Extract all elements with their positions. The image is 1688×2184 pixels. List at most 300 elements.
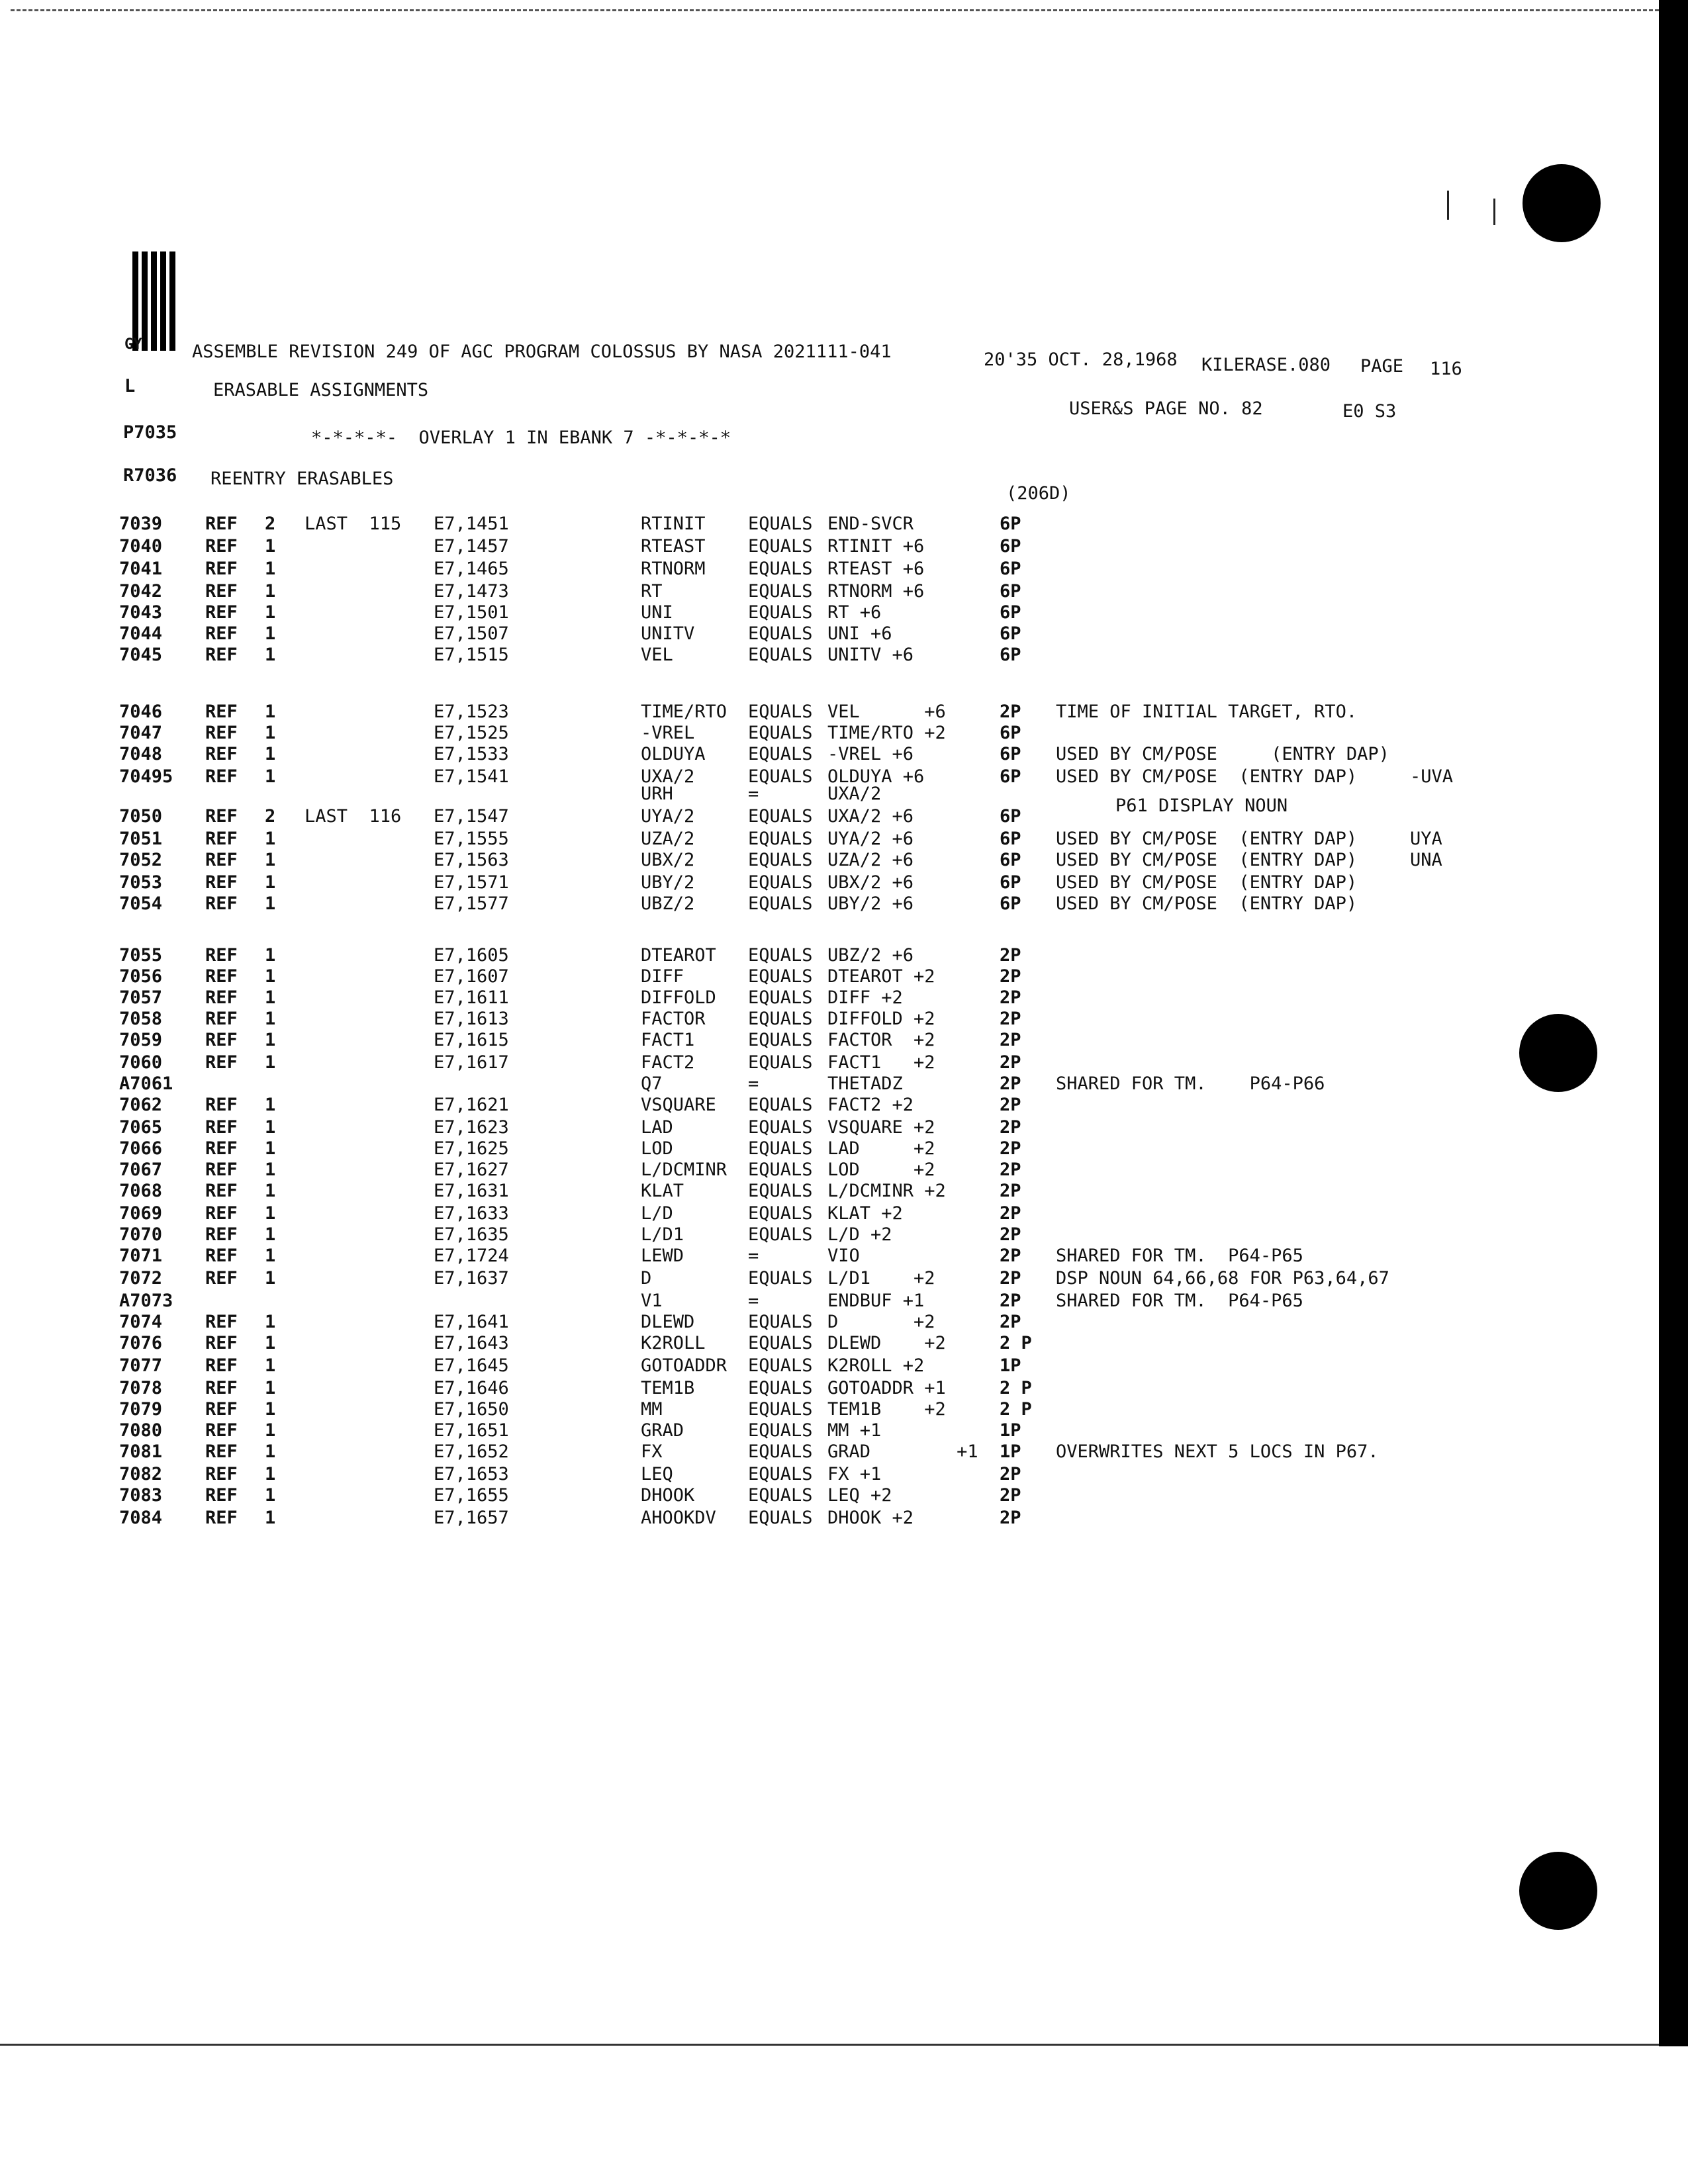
row-arg: VSQUARE +2 [827, 1117, 935, 1138]
listing-row [0, 874, 1688, 895]
row-ref: REF [205, 1030, 238, 1050]
punch-hole-top [1523, 164, 1601, 242]
row-id: A7073 [119, 1291, 173, 1311]
row-addr: E7,1652 [434, 1441, 509, 1462]
listing-row [0, 703, 1688, 724]
row-ref: REF [205, 850, 238, 870]
row-addr: E7,1501 [434, 602, 509, 623]
listing-row [0, 1054, 1688, 1075]
row-id: 7042 [119, 581, 163, 602]
row-name: DTEAROT [641, 945, 716, 966]
row-arg: L/DCMINR +2 [827, 1181, 946, 1201]
row-name: RTNORM [641, 559, 706, 579]
row-ref: REF [205, 1160, 238, 1180]
punch-hole-bottom [1519, 1852, 1597, 1930]
margin-mark [1447, 191, 1449, 220]
row-id: 7052 [119, 850, 163, 870]
row-id: 7077 [119, 1355, 163, 1376]
row-arg: FACT1 +2 [827, 1052, 935, 1073]
listing-row [0, 1400, 1688, 1422]
row-op: EQUALS [748, 1508, 813, 1528]
listing-row [0, 745, 1688, 766]
row-sz: 1P [1000, 1420, 1021, 1441]
row-arg: VIO [827, 1246, 860, 1266]
row-cnt: 1 [265, 1355, 276, 1376]
row-id: 7072 [119, 1268, 163, 1289]
row-sz: 2P [1000, 1246, 1021, 1266]
row-op: EQUALS [748, 744, 813, 764]
row-arg: FACTOR +2 [827, 1030, 935, 1050]
row-ref: REF [205, 966, 238, 987]
row-addr: E7,1541 [434, 766, 509, 787]
row-id: 7054 [119, 893, 163, 914]
row-sz: 2P [1000, 1485, 1021, 1506]
row-arg: MM +1 [827, 1420, 882, 1441]
row-sz: 2P [1000, 1117, 1021, 1138]
row-id: 7067 [119, 1160, 163, 1180]
row-name: UYA/2 [641, 806, 695, 827]
row-id: 7080 [119, 1420, 163, 1441]
listing-row [0, 625, 1688, 646]
row-id: 7051 [119, 829, 163, 849]
row-arg: K2ROLL +2 [827, 1355, 925, 1376]
row-ref: REF [205, 536, 238, 557]
row-addr: E7,1650 [434, 1399, 509, 1420]
row-addr: E7,1611 [434, 987, 509, 1008]
row-id: 7069 [119, 1203, 163, 1224]
row-cnt: 1 [265, 1378, 276, 1398]
row-ref: REF [205, 893, 238, 914]
row-ref: REF [205, 1355, 238, 1376]
row-name: UBZ/2 [641, 893, 695, 914]
row-sz: 6P [1000, 829, 1021, 849]
row-ref: REF [205, 702, 238, 722]
listing-row [0, 1334, 1688, 1355]
row-name: GOTOADDR [641, 1355, 727, 1376]
row-sz: 2P [1000, 1095, 1021, 1115]
row-sz: 6P [1000, 723, 1021, 743]
row-name: K2ROLL [641, 1333, 706, 1353]
row-name: FACT2 [641, 1052, 695, 1073]
row-ref: REF [205, 723, 238, 743]
listing-row [0, 1486, 1688, 1508]
section-letter: L [124, 376, 136, 396]
row-arg: UXA/2 +6 [827, 806, 914, 827]
row-last: LAST 116 [305, 806, 402, 827]
row-op: EQUALS [748, 872, 813, 893]
row-cmt: DSP NOUN 64,66,68 FOR P63,64,67 [1056, 1268, 1389, 1289]
row-arg: RTINIT +6 [827, 536, 925, 557]
row-arg: LAD +2 [827, 1138, 935, 1159]
row-addr: E7,1635 [434, 1224, 509, 1245]
row-name: DIFF [641, 966, 684, 987]
listing-row [0, 1443, 1688, 1464]
row-cnt: 1 [265, 645, 276, 665]
row-arg: LOD +2 [827, 1160, 935, 1180]
row-op: EQUALS [748, 1485, 813, 1506]
row-cnt: 1 [265, 1268, 276, 1289]
row-addr: E7,1645 [434, 1355, 509, 1376]
row-name: UBX/2 [641, 850, 695, 870]
listing-row [0, 830, 1688, 851]
row-cnt: 2 [265, 514, 276, 534]
row-op: = [748, 784, 759, 804]
row-ref: REF [205, 1095, 238, 1115]
row-last: LAST 115 [305, 514, 402, 534]
row-op: = [748, 1291, 759, 1311]
header-mark: GY [124, 336, 142, 353]
row-op: EQUALS [748, 645, 813, 665]
row-op: = [748, 1073, 759, 1094]
row-cnt: 1 [265, 1224, 276, 1245]
row-ref: REF [205, 987, 238, 1008]
row-arg: DLEWD +2 [827, 1333, 946, 1353]
row-sz: 6P [1000, 893, 1021, 914]
row-id: 7071 [119, 1246, 163, 1266]
row-ref: REF [205, 1312, 238, 1332]
row-id: 7059 [119, 1030, 163, 1050]
row-cmt: OVERWRITES NEXT 5 LOCS IN P67. [1056, 1441, 1379, 1462]
row-name: UZA/2 [641, 829, 695, 849]
row-id: 7045 [119, 645, 163, 665]
reentry-title: REENTRY ERASABLES [211, 469, 394, 489]
row-sz: 2P [1000, 966, 1021, 987]
row-op: EQUALS [748, 987, 813, 1008]
row-name: DLEWD [641, 1312, 695, 1332]
row-arg: UZA/2 +6 [827, 850, 914, 870]
row-op: EQUALS [748, 1224, 813, 1245]
listing-row [0, 851, 1688, 872]
row-addr: E7,1577 [434, 893, 509, 914]
row-id: 7070 [119, 1224, 163, 1245]
row-op: EQUALS [748, 829, 813, 849]
row-cnt: 1 [265, 536, 276, 557]
listing-row [0, 807, 1688, 829]
row-name: FX [641, 1441, 663, 1462]
row-sz: 6P [1000, 581, 1021, 602]
row-op: EQUALS [748, 623, 813, 644]
overlay-banner: *-*-*-*- OVERLAY 1 IN EBANK 7 -*-*-*-* [311, 428, 731, 448]
row-arg: UBX/2 +6 [827, 872, 914, 893]
row-sz: 6P [1000, 850, 1021, 870]
row-addr: E7,1621 [434, 1095, 509, 1115]
row-name: DIFFOLD [641, 987, 716, 1008]
reentry-id: R7036 [123, 465, 177, 486]
row-id: 7053 [119, 872, 163, 893]
row-ref: REF [205, 872, 238, 893]
row-name: UNI [641, 602, 673, 623]
row-id: 7083 [119, 1485, 163, 1506]
overlay-id: P7035 [123, 422, 177, 443]
row-addr: E7,1653 [434, 1464, 509, 1484]
row-op: EQUALS [748, 766, 813, 787]
row-op: EQUALS [748, 1355, 813, 1376]
row-sz: 2P [1000, 987, 1021, 1008]
row-arg: KLAT +2 [827, 1203, 903, 1224]
row-name: LAD [641, 1117, 673, 1138]
row-addr: E7,1627 [434, 1160, 509, 1180]
row-addr: E7,1615 [434, 1030, 509, 1050]
row-cnt: 1 [265, 766, 276, 787]
listing-row [0, 1247, 1688, 1268]
row-id: 7057 [119, 987, 163, 1008]
row-cnt: 1 [265, 1117, 276, 1138]
row-id: 7043 [119, 602, 163, 623]
listing-row [0, 785, 1688, 806]
row-arg: LEQ +2 [827, 1485, 892, 1506]
row-cnt: 1 [265, 1312, 276, 1332]
row-addr: E7,1643 [434, 1333, 509, 1353]
row-op: EQUALS [748, 1160, 813, 1180]
row-op: EQUALS [748, 1030, 813, 1050]
row-ref: REF [205, 1224, 238, 1245]
row-ref: REF [205, 514, 238, 534]
row-sz: 2 P [1000, 1378, 1032, 1398]
row-name: LOD [641, 1138, 673, 1159]
row-addr: E7,1625 [434, 1138, 509, 1159]
row-ref: REF [205, 1485, 238, 1506]
row-op: EQUALS [748, 702, 813, 722]
row-arg: UNITV +6 [827, 645, 914, 665]
row-cnt: 1 [265, 1464, 276, 1484]
row-op: EQUALS [748, 1378, 813, 1398]
row-name: L/D [641, 1203, 673, 1224]
row-cnt: 1 [265, 1138, 276, 1159]
row-cnt: 1 [265, 872, 276, 893]
row-cmt: TIME OF INITIAL TARGET, RTO. [1056, 702, 1358, 722]
row-id: 7048 [119, 744, 163, 764]
row-cnt: 1 [265, 1095, 276, 1115]
row-arg: THETADZ [827, 1073, 903, 1094]
row-ref: REF [205, 1009, 238, 1029]
row-op: EQUALS [748, 602, 813, 623]
row-cnt: 1 [265, 1030, 276, 1050]
row-op: EQUALS [748, 1441, 813, 1462]
row-op: EQUALS [748, 850, 813, 870]
row-sz: 6P [1000, 536, 1021, 557]
row-addr: E7,1613 [434, 1009, 509, 1029]
listing-row [0, 560, 1688, 581]
reentry-tag: (206D) [1006, 483, 1071, 504]
row-ref: REF [205, 1441, 238, 1462]
row-op: EQUALS [748, 1420, 813, 1441]
user-page: USER&S PAGE NO. 82 [1069, 398, 1263, 419]
row-cnt: 1 [265, 1203, 276, 1224]
row-arg: L/D1 +2 [827, 1268, 935, 1289]
row-op: EQUALS [748, 1333, 813, 1353]
row-addr: E7,1623 [434, 1117, 509, 1138]
row-op: EQUALS [748, 536, 813, 557]
row-cnt: 2 [265, 806, 276, 827]
row-name: VSQUARE [641, 1095, 716, 1115]
row-name: RT [641, 581, 663, 602]
row-op: EQUALS [748, 1117, 813, 1138]
row-arg: UXA/2 [827, 784, 882, 804]
row-sz: 2P [1000, 1160, 1021, 1180]
row-id: 7044 [119, 623, 163, 644]
row-arg: VEL +6 [827, 702, 946, 722]
listing-row [0, 895, 1688, 916]
row-ref: REF [205, 1117, 238, 1138]
row-sz: 2 P [1000, 1333, 1032, 1353]
row-addr: E7,1451 [434, 514, 509, 534]
row-name: GRAD [641, 1420, 684, 1441]
row-cmt: USED BY CM/POSE (ENTRY DAP) [1056, 872, 1358, 893]
listing-row [0, 1140, 1688, 1161]
row-ref: REF [205, 1420, 238, 1441]
row-ref: REF [205, 1181, 238, 1201]
listing-row [0, 1292, 1688, 1313]
listing-row [0, 1422, 1688, 1443]
row-name: MM [641, 1399, 663, 1420]
row-cnt: 1 [265, 829, 276, 849]
row-name: AHOOKDV [641, 1508, 716, 1528]
row-arg: UNI +6 [827, 623, 892, 644]
row-id: 7041 [119, 559, 163, 579]
row-sz: 1P [1000, 1441, 1021, 1462]
row-ref: REF [205, 559, 238, 579]
row-ref: REF [205, 1378, 238, 1398]
row-ref: REF [205, 1508, 238, 1528]
row-arg: TEM1B +2 [827, 1399, 946, 1420]
row-sz: 2P [1000, 1138, 1021, 1159]
row-name: L/D1 [641, 1224, 684, 1245]
listing-row [0, 1075, 1688, 1096]
page-bottom-edge [0, 2044, 1659, 2046]
row-name: RTINIT [641, 514, 706, 534]
row-name: UXA/2 [641, 766, 695, 787]
row-cmt: SHARED FOR TM. P64-P66 [1056, 1073, 1325, 1094]
row-arg: OLDUYA +6 [827, 766, 925, 787]
row-arg: GRAD +1 [827, 1441, 978, 1462]
row-name: LEQ [641, 1464, 673, 1484]
header-file: KILERASE.080 [1201, 355, 1331, 375]
row-ref: REF [205, 1268, 238, 1289]
row-sz: 1P [1000, 1355, 1021, 1376]
row-name: URH [641, 784, 673, 804]
row-name: Q7 [641, 1073, 663, 1094]
row-name: RTEAST [641, 536, 706, 557]
row-id: 7062 [119, 1095, 163, 1115]
row-arg: DIFFOLD +2 [827, 1009, 935, 1029]
row-sz: 2P [1000, 1073, 1021, 1094]
row-sz: 2P [1000, 1464, 1021, 1484]
row-addr: E7,1473 [434, 581, 509, 602]
row-addr: E7,1507 [434, 623, 509, 644]
row-arg: UBY/2 +6 [827, 893, 914, 914]
row-addr: E7,1641 [434, 1312, 509, 1332]
listing-row [0, 1509, 1688, 1530]
row-ref: REF [205, 1138, 238, 1159]
row-sz: 6P [1000, 766, 1021, 787]
row-op: EQUALS [748, 1399, 813, 1420]
row-addr: E7,1724 [434, 1246, 509, 1266]
row-addr: E7,1657 [434, 1508, 509, 1528]
row-ref: REF [205, 581, 238, 602]
row-cmt: SHARED FOR TM. P64-P65 [1056, 1291, 1303, 1311]
row-addr: E7,1555 [434, 829, 509, 849]
row-sz: 6P [1000, 623, 1021, 644]
row-cnt: 1 [265, 1508, 276, 1528]
row-name: UNITV [641, 623, 695, 644]
header-title: ASSEMBLE REVISION 249 OF AGC PROGRAM COLOSSUS BY NASA 2021111-041 [192, 341, 892, 362]
row-sz: 2P [1000, 1009, 1021, 1029]
row-name: FACT1 [641, 1030, 695, 1050]
row-name: VEL [641, 645, 673, 665]
row-sz: 2P [1000, 1052, 1021, 1073]
row-id: 7079 [119, 1399, 163, 1420]
row-cnt: 1 [265, 893, 276, 914]
row-id: 7060 [119, 1052, 163, 1073]
row-name: TEM1B [641, 1378, 695, 1398]
row-cnt: 1 [265, 1333, 276, 1353]
row-cnt: 1 [265, 987, 276, 1008]
listing-row [0, 604, 1688, 625]
row-cnt: 1 [265, 1246, 276, 1266]
listing-row [0, 1205, 1688, 1226]
row-cnt: 1 [265, 559, 276, 579]
row-ref: REF [205, 1464, 238, 1484]
row-op: EQUALS [748, 1138, 813, 1159]
row-ref: REF [205, 806, 238, 827]
row-ref: REF [205, 945, 238, 966]
row-op: EQUALS [748, 1009, 813, 1029]
row-op: EQUALS [748, 1052, 813, 1073]
row-sz: 2P [1000, 945, 1021, 966]
listing-row [0, 1465, 1688, 1486]
row-ref: REF [205, 1246, 238, 1266]
row-arg: UBZ/2 +6 [827, 945, 914, 966]
row-sz: 6P [1000, 806, 1021, 827]
top-perforation [11, 9, 1659, 11]
row-addr: E7,1633 [434, 1203, 509, 1224]
row-name: FACTOR [641, 1009, 706, 1029]
row-cnt: 1 [265, 623, 276, 644]
row-op: EQUALS [748, 581, 813, 602]
listing-row [0, 1379, 1688, 1400]
row-sz: 6P [1000, 514, 1021, 534]
row-arg: RT +6 [827, 602, 882, 623]
row-addr: E7,1637 [434, 1268, 509, 1289]
row-cmt: USED BY CM/POSE (ENTRY DAP) [1056, 893, 1358, 914]
row-cnt: 1 [265, 744, 276, 764]
row-op: EQUALS [748, 945, 813, 966]
row-name: KLAT [641, 1181, 684, 1201]
row-sz: 2P [1000, 702, 1021, 722]
row-sz: 2P [1000, 1268, 1021, 1289]
row-addr: E7,1515 [434, 645, 509, 665]
row-arg: DHOOK +2 [827, 1508, 914, 1528]
row-op: EQUALS [748, 1312, 813, 1332]
row-id: 70495 [119, 766, 173, 787]
row-arg: -VREL +6 [827, 744, 914, 764]
row-cmt: USED BY CM/POSE (ENTRY DAP) [1056, 766, 1358, 787]
row-ref: REF [205, 1333, 238, 1353]
row-arg: D +2 [827, 1312, 935, 1332]
row-arg: DIFF +2 [827, 987, 903, 1008]
row-addr: E7,1457 [434, 536, 509, 557]
row-arg: L/D +2 [827, 1224, 892, 1245]
row-id: 7039 [119, 514, 163, 534]
row-cnt: 1 [265, 723, 276, 743]
row-cnt: 1 [265, 602, 276, 623]
row-tag: UYA [1410, 829, 1442, 849]
listing-row [0, 946, 1688, 968]
listing-row [0, 515, 1688, 536]
row-op: EQUALS [748, 514, 813, 534]
row-addr: E7,1631 [434, 1181, 509, 1201]
row-sz: 6P [1000, 645, 1021, 665]
